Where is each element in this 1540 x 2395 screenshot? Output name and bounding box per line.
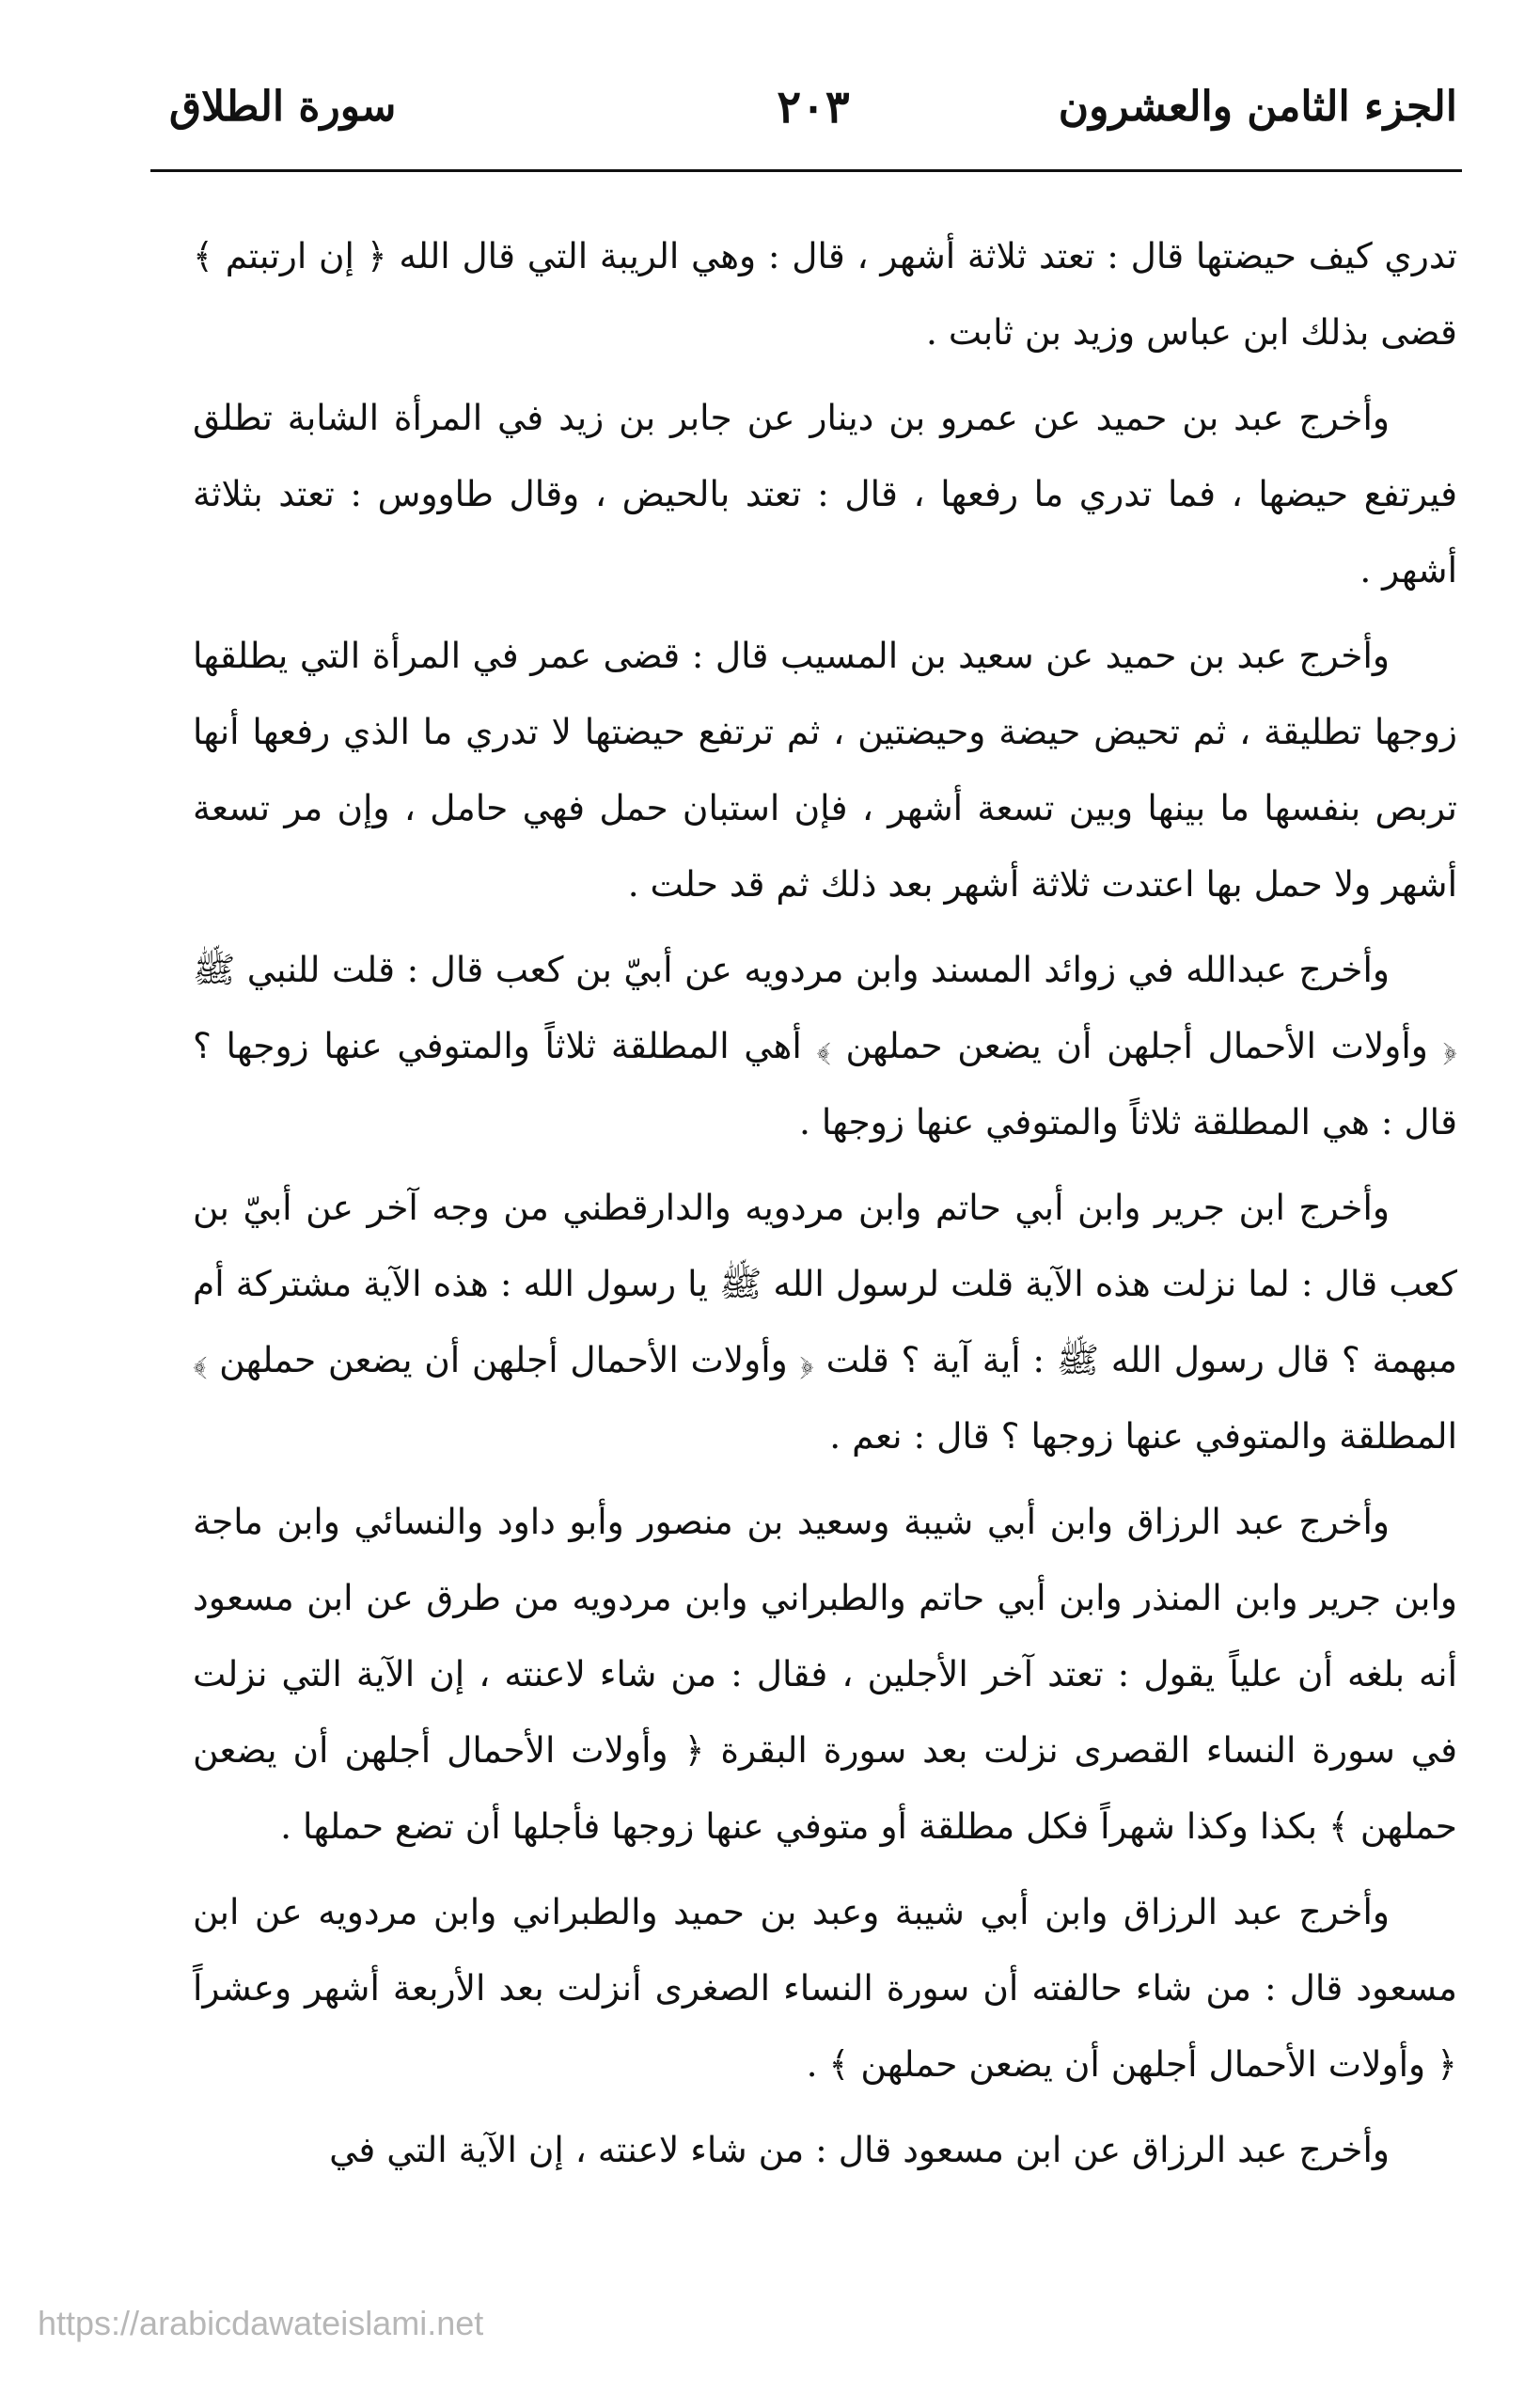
page-body — [193, 218, 1457, 2198]
paragraph: وأخرج عبد الرزاق وابن أبي شيبة وسعيد بن منصور وأبو داود والنسائي وابن ماجة وابن جرير وابن المنذر وابن أبي حاتم والطبراني وابن مردويه من طرق عن ابن مسعود أنه بلغه أن علياً يقول : تعتد آخر الأجلين ، فقال : من شاء لاعنته ، إن الآية التي نزلت في سورة النساء القصرى نزلت بعد سورة البقرة ﴿ وأولات الأحمال أجلهن أن يضعن حملهن ﴾ بكذا وكذا شهراً فكل مطلقة أو متوفي عنها زوجها فأجلها أن تضع حملها . — [193, 1501, 1457, 1847]
header-rule — [150, 169, 1462, 172]
surah-title: سورة الطلاق — [169, 83, 397, 131]
part-title: الجزء الثامن والعشرون — [1058, 83, 1457, 131]
paragraph: وأخرج عبدالله في زوائد المسند وابن مردويه عن أبيّ بن كعب قال : قلت للنبي ﷺ ﴿ وأولات الأحمال أجلهن أن يضعن حملهن ﴾ أهي المطلقة ثلاثاً والمتوفي عنها زوجها ؟ قال : هي المطلقة ثلاثاً والمتوفي عنها زوجها . — [193, 949, 1457, 1142]
paragraph: وأخرج عبد الرزاق عن ابن مسعود قال : من شاء لاعنته ، إن الآية التي في — [329, 2129, 1390, 2170]
page-number: ٢٠٣ — [777, 81, 850, 134]
page-header — [169, 75, 1457, 150]
watermark-url: https://arabicdawateislami.net — [38, 2304, 484, 2342]
paragraph: وأخرج عبد بن حميد عن عمرو بن دينار عن جابر بن زيد في المرأة الشابة تطلق فيرتفع حيضها ، فما تدري ما رفعها ، قال : تعتد بالحيض ، وقال طاووس : تعتد بثلاثة أشهر . — [193, 397, 1457, 591]
paragraph: وأخرج عبد بن حميد عن سعيد بن المسيب قال : قضى عمر في المرأة التي يطلقها زوجها تطليقة ، ثم تحيض حيضة وحيضتين ، ثم ترتفع حيضتها لا تدري ما الذي رفعها أنها تربص بنفسها ما بينها وبين تسعة أشهر ، فإن استبان حمل فهي حامل ، وإن مر تسعة أشهر ولا حمل بها اعتدت ثلاثة أشهر بعد ذلك ثم قد حلت . — [193, 635, 1457, 905]
paragraph: وأخرج عبد الرزاق وابن أبي شيبة وعبد بن حميد والطبراني وابن مردويه عن ابن مسعود قال : من شاء حالفته أن سورة النساء الصغرى أنزلت بعد الأربعة أشهر وعشراً ﴿ وأولات الأحمال أجلهن أن يضعن حملهن ﴾ . — [193, 1891, 1457, 2085]
paragraph-continuation: تدري كيف حيضتها قال : تعتد ثلاثة أشهر ، قال : وهي الريبة التي قال الله ﴿ إن ارتبتم ﴾ قضى بذلك ابن عباس وزيد بن ثابت . — [193, 235, 1457, 353]
paragraph: وأخرج ابن جرير وابن أبي حاتم وابن مردويه والدارقطني من وجه آخر عن أبيّ بن كعب قال : لما نزلت هذه الآية قلت لرسول الله ﷺ يا رسول الله : هذه الآية مشتركة أم مبهمة ؟ قال رسول الله ﷺ : أية آية ؟ قلت ﴿ وأولات الأحمال أجلهن أن يضعن حملهن ﴾ المطلقة والمتوفي عنها زوجها ؟ قال : نعم . — [193, 1187, 1457, 1457]
